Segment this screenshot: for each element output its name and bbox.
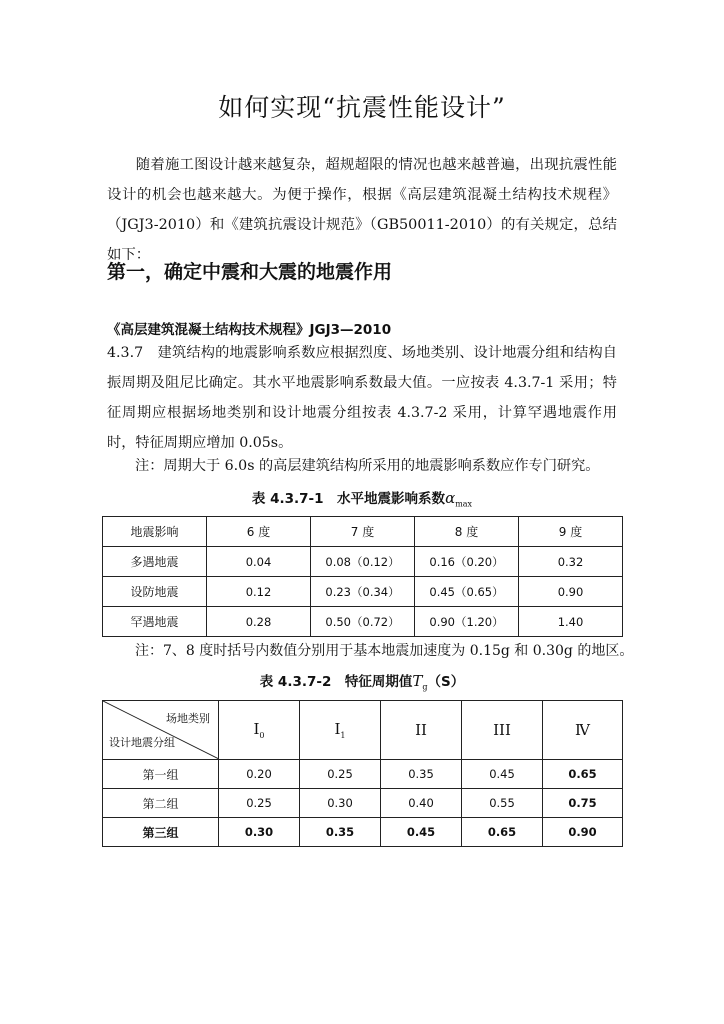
section-heading: 第一，确定中震和大震的地震作用 xyxy=(107,261,393,283)
clause-4-3-7: 4.3.7 建筑结构的地震影响系数应根据烈度、场地类别、设计地震分组和结构自振周期及阻尼比确定。其水平地震影响系数最大值。一应按表 4.3.7-1 采用；特征周期应根据场地类别和设计地震分组按表 4.3.7-2 采用，计算罕遇地震作用时，特征周期应增加 0.05s。 xyxy=(107,345,617,451)
row-label: 设防地震 xyxy=(103,577,207,607)
row-label: 罕遇地震 xyxy=(103,607,207,637)
intro-paragraph: 随着施工图设计越来越复杂，超规超限的情况也越来越普遍，出现抗震性能设计的机会也越来越大。为便于操作，根据《高层建筑混凝土结构技术规程》（JGJ3-2010）和《建筑抗震设计规范》（GB50011-2010）的有关规定，总结如下： xyxy=(107,157,617,263)
table-header-row xyxy=(103,517,623,547)
table-cell: 0.30 xyxy=(300,789,381,818)
table-row xyxy=(103,577,623,607)
corner-label-design-group: 设计地震分组 xyxy=(109,736,175,749)
table-cell: 0.12 xyxy=(207,577,311,607)
site-class-header xyxy=(219,701,300,760)
document-title: 如何实现“抗震性能设计” xyxy=(218,93,506,122)
table-header-row xyxy=(103,701,623,760)
site-class-label: II xyxy=(415,721,427,739)
tg-subscript: g xyxy=(422,682,428,692)
table-cell: 0.90（1.20） xyxy=(415,607,519,637)
table-row xyxy=(103,547,623,577)
table-row xyxy=(103,818,623,847)
site-class-header xyxy=(543,701,623,760)
site-class-header xyxy=(300,701,381,760)
table-cell: 0.35 xyxy=(381,760,462,789)
table-cell: 0.08（0.12） xyxy=(311,547,415,577)
row-label: 多遇地震 xyxy=(103,547,207,577)
table2-caption-unit: （S） xyxy=(427,674,465,690)
row-label: 第二组 xyxy=(103,789,219,818)
header-cell: 6 度 xyxy=(207,517,311,547)
table-cell: 0.20 xyxy=(219,760,300,789)
table-cell: 0.04 xyxy=(207,547,311,577)
table-row xyxy=(103,760,623,789)
table-seismic-coefficient xyxy=(102,516,623,637)
table-cell: 0.45 xyxy=(462,760,543,789)
table-cell: 0.75 xyxy=(543,789,623,818)
table-cell: 0.28 xyxy=(207,607,311,637)
table-row xyxy=(103,789,623,818)
table-cell: 0.30 xyxy=(219,818,300,847)
header-cell: 地震影响 xyxy=(103,517,207,547)
table-cell: 0.16（0.20） xyxy=(415,547,519,577)
header-cell: 8 度 xyxy=(415,517,519,547)
note-bracket-values: 注：7、8 度时括号内数值分别用于基本地震加速度为 0.15g 和 0.30g 的地区。 xyxy=(135,643,634,659)
table-cell: 1.40 xyxy=(519,607,623,637)
diagonal-header-cell xyxy=(103,701,219,760)
table-cell: 0.25 xyxy=(300,760,381,789)
table2-caption xyxy=(0,670,724,692)
table-characteristic-period xyxy=(102,700,623,847)
alpha-symbol: α xyxy=(445,489,456,507)
table-cell: 0.45（0.65） xyxy=(415,577,519,607)
tg-symbol: T xyxy=(412,672,423,690)
corner-label-site-class: 场地类别 xyxy=(166,712,210,725)
site-class-header xyxy=(462,701,543,760)
table-cell: 0.25 xyxy=(219,789,300,818)
table-cell: 0.65 xyxy=(462,818,543,847)
alpha-subscript: max xyxy=(455,499,473,509)
table-cell: 0.90 xyxy=(543,818,623,847)
table-cell: 0.23（0.34） xyxy=(311,577,415,607)
header-cell: 7 度 xyxy=(311,517,415,547)
site-class-label: I xyxy=(253,720,260,738)
site-class-subscript: 0 xyxy=(259,731,265,740)
header-cell: 9 度 xyxy=(519,517,623,547)
site-class-label: I xyxy=(334,720,341,738)
table1-caption-text: 表 4.3.7-1 水平地震影响系数 xyxy=(251,491,446,507)
table-cell: 0.35 xyxy=(300,818,381,847)
table-cell: 0.55 xyxy=(462,789,543,818)
site-class-subscript: 1 xyxy=(340,731,346,740)
table1-caption xyxy=(0,487,724,509)
table2-caption-text: 表 4.3.7-2 特征周期值 xyxy=(259,674,413,690)
row-label: 第三组 xyxy=(103,818,219,847)
table-cell: 0.65 xyxy=(543,760,623,789)
site-class-header xyxy=(381,701,462,760)
table-cell: 0.90 xyxy=(519,577,623,607)
table-cell: 0.32 xyxy=(519,547,623,577)
source-standard-title: 《高层建筑混凝土结构技术规程》JGJ3—2010 xyxy=(107,322,392,338)
site-class-label: Ⅳ xyxy=(575,721,590,739)
table-cell: 0.50（0.72） xyxy=(311,607,415,637)
table-cell: 0.45 xyxy=(381,818,462,847)
note-period: 注：周期大于 6.0s 的高层建筑结构所采用的地震影响系数应作专门研究。 xyxy=(135,458,600,474)
site-class-label: III xyxy=(493,721,511,739)
row-label: 第一组 xyxy=(103,760,219,789)
table-cell: 0.40 xyxy=(381,789,462,818)
table-row xyxy=(103,607,623,637)
